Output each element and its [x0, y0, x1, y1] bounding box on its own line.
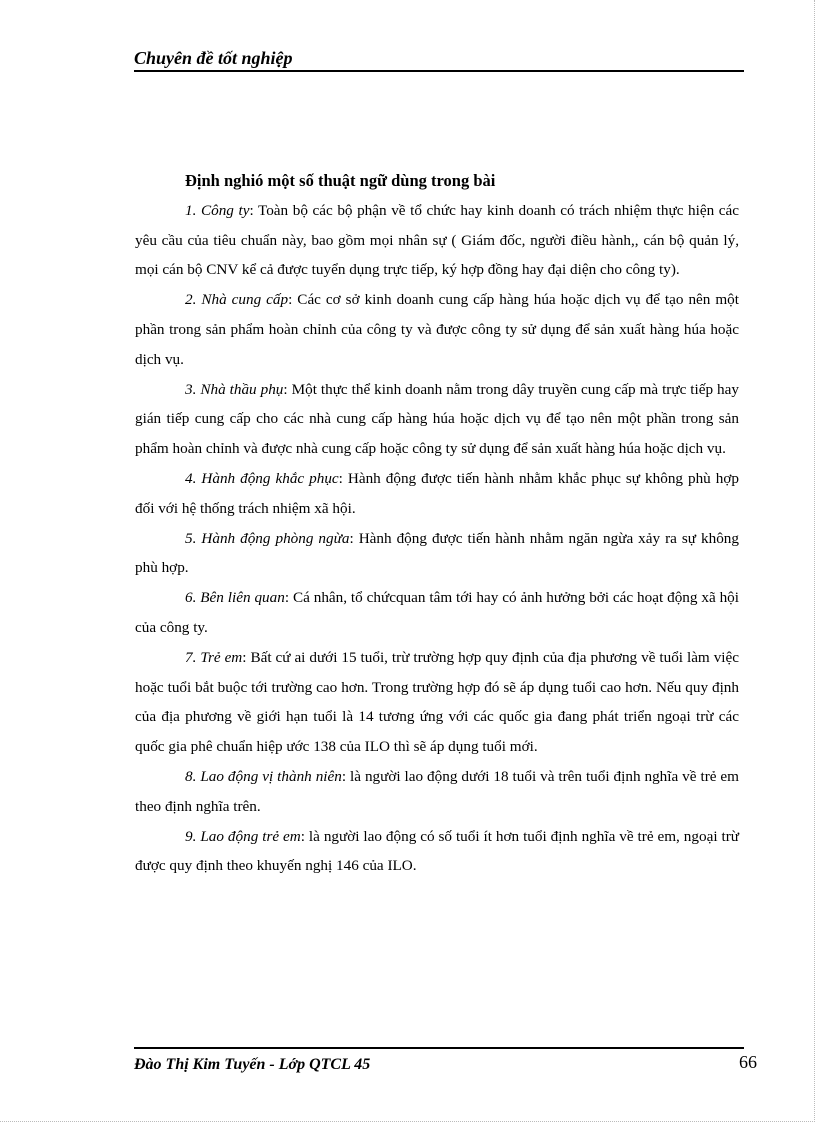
definition-term: 7. Trẻ em [185, 648, 243, 666]
definition-term: 4. Hành động khắc phục [185, 469, 339, 487]
definition-text: : là người lao động có số tuổi ít hơn tuổi định nghĩa về trẻ em, ngoại trừ được quy định theo khuyến nghị 146 của ILO. [135, 827, 739, 875]
definition-text: : Hành động được tiến hành nhằm khắc phục sự không phù hợp đối với hệ thống trách nhiệm xã hội. [135, 469, 739, 517]
definition-paragraph [135, 762, 739, 822]
page-number: 66 [739, 1052, 757, 1072]
definition-term: 6. Bên liên quan [185, 589, 285, 607]
definition-text: : Một thực thể kinh doanh nằm trong dây truyền cung cấp mà trực tiếp hay gián tiếp cung cấp cho các nhà cung cấp hàng húa hoặc dịch vụ để tạo nên một phần trong sản phẩm hoàn chỉnh và được nhà cung cấp hoặc công ty sử dụng để sản xuất hàng húa hoặc dịch vụ. [135, 380, 739, 458]
definition-text: : là người lao động dưới 18 tuổi và trên tuổi định nghĩa về trẻ em theo định nghĩa trên. [135, 767, 739, 815]
definition-paragraph [135, 822, 739, 882]
definition-term: 3. Nhà thầu phụ [185, 380, 284, 398]
definition-term: 2. Nhà cung cấp [185, 291, 289, 309]
definition-term: 9. Lao động trẻ em [185, 827, 301, 845]
definition-paragraph [135, 643, 739, 762]
footer-divider [134, 1047, 744, 1049]
document-body [135, 166, 739, 881]
section-heading: Định nghió một số thuật ngữ dùng trong bài [185, 171, 496, 190]
definition-text: : Toàn bộ các bộ phận về tổ chức hay kinh doanh có trách nhiệm thực hiện các yêu cầu của tiêu chuẩn này, bao gồm mọi nhân sự ( Giám đốc, người điều hành,, cán bộ quản lý, mọi cán bộ CNV kể cả được tuyển dụng trực tiếp, ký hợp đồng hay đại diện cho công ty). [135, 201, 740, 279]
definition-paragraph [135, 464, 739, 524]
definition-term: 1. Công ty [185, 201, 250, 219]
definition-paragraph [135, 285, 739, 374]
definition-text: : Các cơ sở kinh doanh cung cấp hàng húa hoặc dịch vụ để tạo nên một phần trong sản phẩm hoàn chỉnh của công ty và được công ty sử dụng để sản xuất hàng húa hoặc dịch vụ. [135, 291, 739, 368]
footer-author: Đào Thị Kim Tuyến - Lớp QTCL 45 [134, 1056, 371, 1073]
header-title: Chuyên đề tốt nghiệp [134, 47, 744, 72]
definition-term: 8. Lao động vị thành niên [185, 767, 342, 785]
definition-paragraph [135, 524, 739, 584]
definition-text: : Cá nhân, tổ chứcquan tâm tới hay có ảnh hưởng bởi các hoạt động xã hội của công ty. [135, 589, 739, 636]
definition-paragraph [135, 583, 739, 643]
definition-term: 5. Hành động phòng ngừa [185, 529, 350, 547]
definition-paragraph [135, 196, 739, 285]
definition-text: : Hành động được tiến hành nhằm ngăn ngừa xảy ra sự không phù hợp. [135, 529, 739, 577]
definition-paragraph [135, 375, 739, 464]
definition-text: : Bất cứ ai dưới 15 tuổi, trừ trường hợp quy định của địa phương về tuổi làm việc hoặc tuổi bắt buộc tới trường cao hơn. Trong trường hợp đó sẽ áp dụng tuổi cao hơn. Nếu quy định của địa phương về giới hạn tuổi là 14 tương ứng với các quốc gia đang phát triển ngoại trừ các quốc gia phê chuẩn hiệp ước 138 của ILO thì sẽ áp dụng tuổi mới. [135, 648, 740, 756]
